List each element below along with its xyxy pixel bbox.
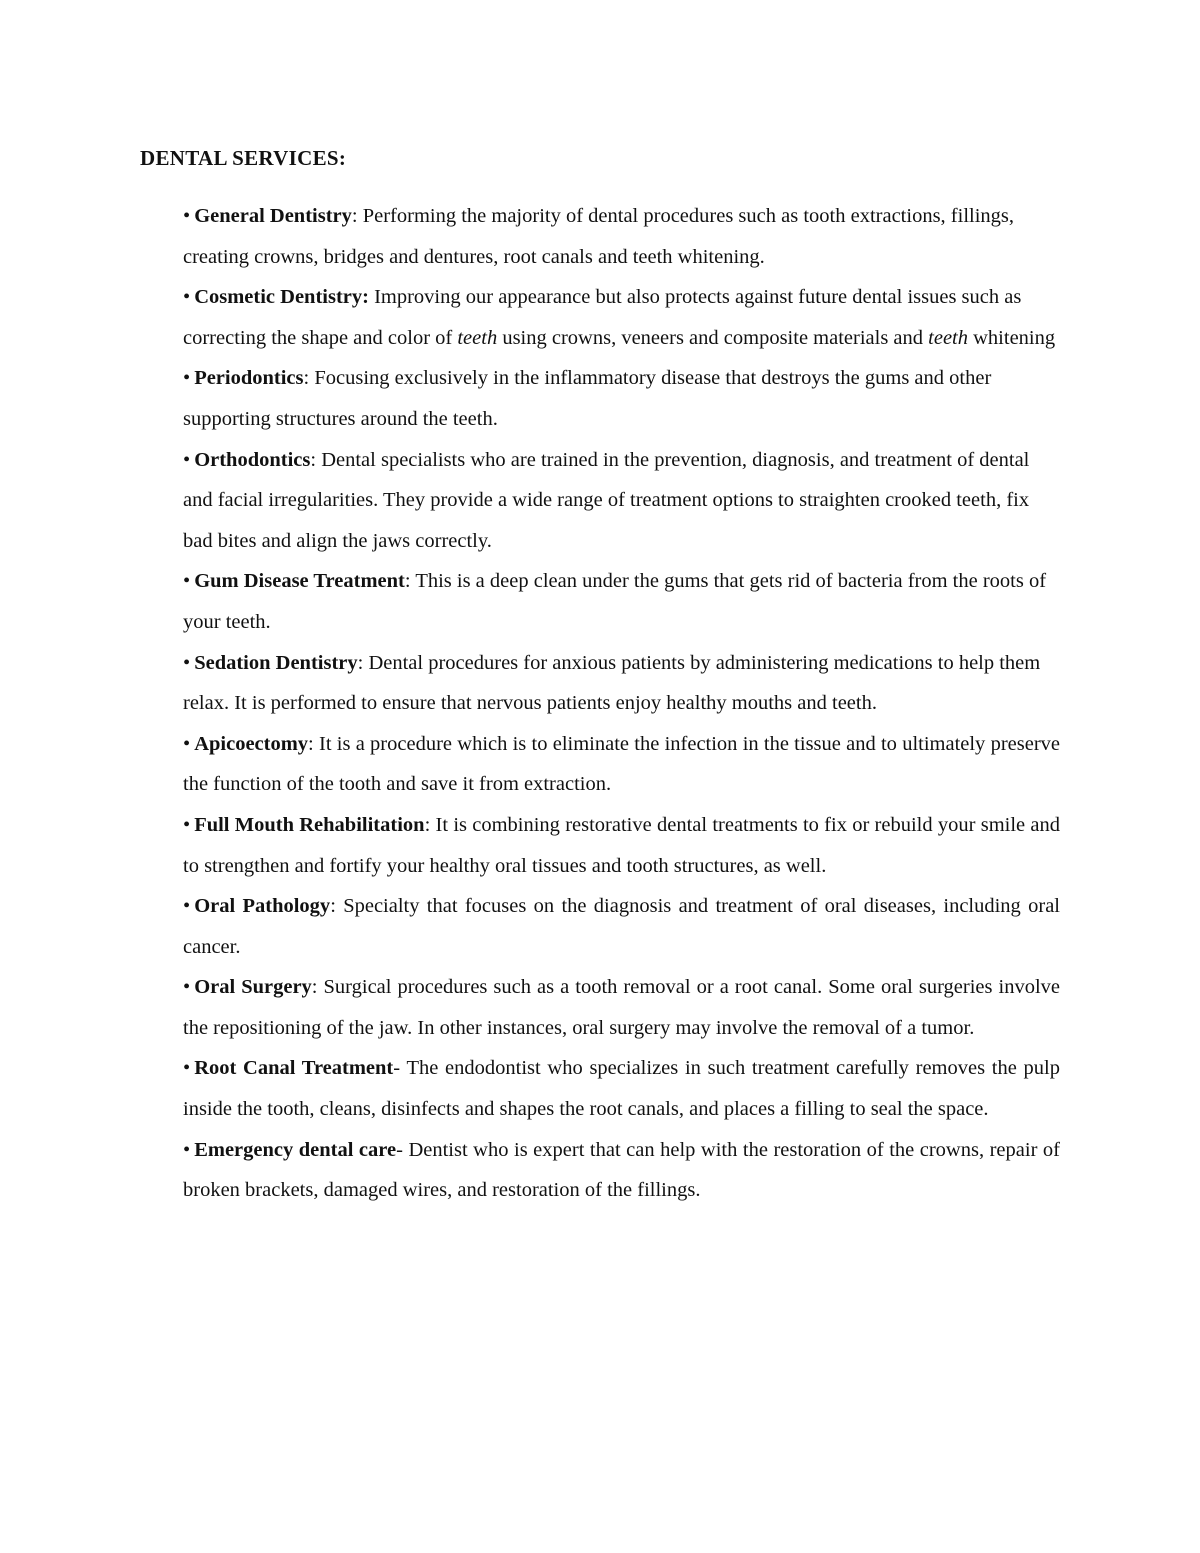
- list-item: [183, 886, 1060, 967]
- service-name: Sedation Dentistry: [194, 651, 358, 674]
- services-list: [183, 196, 1060, 1211]
- bullet-icon: •: [183, 976, 191, 999]
- service-description: Surgical procedures such as a tooth removal or a root canal. Some oral surgeries involve the repositioning of the jaw. In other instances, oral surgery may involve the removal of a tumor.: [183, 976, 1060, 1039]
- separator: :: [404, 570, 416, 593]
- service-name: Oral Surgery: [194, 976, 312, 999]
- description-text: whitening: [968, 326, 1056, 349]
- description-text: using crowns, veneers and composite materials and: [497, 326, 929, 349]
- bullet-icon: •: [183, 286, 191, 309]
- service-description: This is a deep clean under the gums that gets rid of bacteria from the roots of your teeth.: [183, 570, 1047, 633]
- list-item: [183, 724, 1060, 805]
- bullet-icon: •: [183, 1057, 191, 1080]
- service-description: It is combining restorative dental treatments to fix or rebuild your smile and to strengthen and fortify your healthy oral tissues and tooth structures, as well.: [183, 813, 1060, 877]
- separator: :: [330, 895, 344, 918]
- italic-term: teeth: [457, 326, 498, 349]
- bullet-icon: •: [183, 651, 191, 674]
- bullet-icon: •: [183, 205, 191, 227]
- bullet-icon: •: [183, 448, 191, 471]
- separator: :: [303, 367, 315, 390]
- description-text: Improving our appearance but also protects against future dental issues such as correcting the shape and color of: [183, 286, 1022, 349]
- separator: :: [351, 205, 363, 227]
- separator: :: [357, 651, 369, 674]
- service-name: Full Mouth Rehabilitation: [194, 813, 425, 836]
- service-name: Orthodontics: [194, 448, 311, 471]
- separator: -: [396, 1138, 409, 1161]
- service-name: Root Canal Treatment: [194, 1057, 394, 1080]
- service-description: Specialty that focuses on the diagnosis and treatment of oral diseases, including oral cancer.: [183, 895, 1060, 958]
- list-item: [183, 440, 1060, 562]
- service-description: Dental procedures for anxious patients by administering medications to help them relax. It is performed to ensure that nervous patients enjoy healthy mouths and teeth.: [183, 651, 1041, 715]
- separator: :: [311, 976, 324, 999]
- service-description: Focusing exclusively in the inflammatory disease that destroys the gums and other supporting structures around the teeth.: [183, 367, 992, 430]
- bullet-icon: •: [183, 1138, 191, 1161]
- italic-term: teeth: [928, 326, 968, 349]
- bullet-icon: •: [183, 895, 191, 918]
- list-item: [183, 1130, 1060, 1211]
- service-description: It is a procedure which is to eliminate the infection in the tissue and to ultimately preserve the function of the tooth and save it from extraction.: [183, 732, 1060, 796]
- service-description: The endodontist who specializes in such treatment carefully removes the pulp inside the tooth, cleans, disinfects and shapes the root canals, and places a filling to seal the space.: [183, 1057, 1060, 1121]
- list-item: [183, 277, 1060, 358]
- service-name: Gum Disease Treatment: [194, 570, 405, 593]
- separator: -: [393, 1057, 407, 1080]
- bullet-icon: •: [183, 732, 191, 755]
- service-name: Oral Pathology: [194, 895, 331, 918]
- separator: :: [310, 448, 322, 471]
- service-name: Cosmetic Dentistry:: [194, 286, 369, 309]
- service-description: Performing the majority of dental procedures such as tooth extractions, fillings, creating crowns, bridges and dentures, root canals and teeth whitening.: [183, 205, 1015, 268]
- service-name: Emergency dental care: [194, 1138, 397, 1161]
- service-name: Periodontics: [194, 367, 304, 390]
- list-item: [183, 358, 1060, 439]
- list-item: [183, 196, 1060, 277]
- separator: :: [308, 732, 319, 755]
- list-item: [183, 805, 1060, 886]
- service-description: Dentist who is expert that can help with the restoration of the crowns, repair of broken brackets, damaged wires, and restoration of the fillings.: [183, 1138, 1060, 1202]
- service-name: General Dentistry: [194, 205, 352, 227]
- bullet-icon: •: [183, 813, 191, 836]
- list-item: [183, 643, 1060, 724]
- list-item: [183, 967, 1060, 1048]
- document-title: DENTAL SERVICES:: [140, 146, 347, 170]
- list-item: [183, 1048, 1060, 1129]
- bullet-icon: •: [183, 570, 191, 593]
- service-description: Dental specialists who are trained in the prevention, diagnosis, and treatment of dental and facial irregularities. They provide a wide range of treatment options to straighten crooked teeth, fix bad bites and align the jaws correctly.: [183, 448, 1030, 552]
- bullet-icon: •: [183, 367, 191, 390]
- list-item: [183, 561, 1060, 642]
- service-name: Apicoectomy: [194, 732, 309, 755]
- separator: :: [424, 813, 436, 836]
